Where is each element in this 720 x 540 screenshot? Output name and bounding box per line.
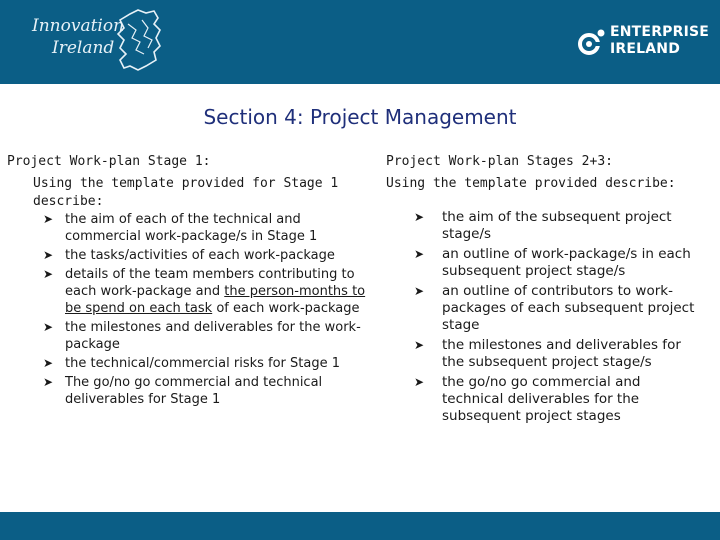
right-bullet-list [386,209,706,425]
list-item: ➤ the milestones and deliverables for the subsequent project stage/s [414,337,681,370]
list-item: ➤ the aim of the subsequent project stage/s [414,209,672,242]
left-heading: Project Work-plan Stage 1: [7,154,211,169]
left-bullet-list [33,211,372,408]
enterprise-ireland-mark-icon [576,28,606,58]
list-item: ➤ an outline of contributors to work-packages of each subsequent project stage [414,283,695,333]
list-item: ➤ the technical/commercial risks for Stage 1 [43,356,340,371]
list-item: ➤ The go/no go commercial and technical deliverables for Stage 1 [43,375,323,407]
ii-logo-line2: Ireland [52,38,115,58]
arrow-bullet-icon: ➤ [43,267,54,281]
ii-logo-line1: Innovation [32,16,125,36]
list-item: ➤ details of the team members contributing to each work-package and the person-months to be spend on each task of each work-package [43,267,366,316]
arrow-bullet-icon: ➤ [414,210,425,224]
ireland-map-icon [116,8,164,72]
arrow-bullet-icon: ➤ [43,356,54,370]
list-item: ➤ the milestones and deliverables for the work-package [43,320,361,352]
arrow-bullet-icon: ➤ [43,248,54,262]
list-item: ➤ the aim of each of the technical and commercial work-package/s in Stage 1 [43,212,318,244]
underlined-text: the person-months to be spend on each task [65,284,366,316]
footer-bar [0,512,720,540]
list-item: ➤ the tasks/activities of each work-package [43,248,335,263]
left-column [7,153,372,410]
arrow-bullet-icon: ➤ [43,375,54,389]
left-subheading: Using the template provided for Stage 1 describe: [33,176,339,209]
list-item: ➤ an outline of work-package/s in each subsequent project stage/s [414,246,691,279]
ei-logo-line1: ENTERPRISE [610,24,710,40]
right-column [386,153,706,428]
page-title: Section 4: Project Management [203,105,517,129]
right-subheading: Using the template provided describe: [386,176,676,191]
enterprise-ireland-logo [576,24,710,64]
arrow-bullet-icon: ➤ [414,247,425,261]
arrow-bullet-icon: ➤ [414,338,425,352]
header-bar [0,0,720,84]
arrow-bullet-icon: ➤ [43,320,54,334]
arrow-bullet-icon: ➤ [43,212,54,226]
arrow-bullet-icon: ➤ [414,284,425,298]
arrow-bullet-icon: ➤ [414,375,425,389]
list-item: ➤ the go/no go commercial and technical deliverables for the subsequent project stages [414,374,641,424]
innovation-ireland-logo [30,8,158,72]
right-heading: Project Work-plan Stages 2+3: [386,154,613,169]
ei-logo-line2: IRELAND [610,41,681,57]
